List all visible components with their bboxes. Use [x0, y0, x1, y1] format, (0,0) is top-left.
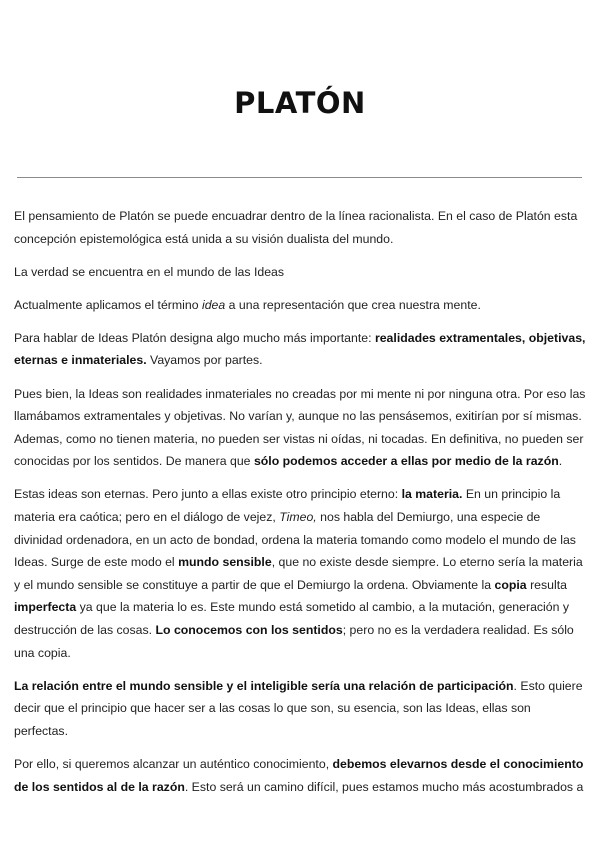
bold-emphasis: Lo conocemos con los sentidos — [155, 623, 343, 637]
bold-emphasis: realidades extramentales, objetivas, eternas e inmateriales. — [14, 330, 586, 368]
intro-text: El pensamiento de Platón se puede encuadrar dentro de la línea racionalista. En el caso de Platón esta concepción epistemológica está unida a su visión dualista del mundo. — [14, 209, 578, 246]
text-run: . Esto será un camino difícil, pues estamos mucho más acostumbrados a — [184, 779, 584, 794]
text-run: Actualmente aplicamos el término — [14, 297, 202, 312]
text-run: En un principio la materia era caótica; pero en el diálogo de vejez, — [14, 487, 561, 525]
bold-emphasis: mundo sensible — [178, 555, 272, 570]
page-title: PLATÓN — [234, 86, 366, 120]
text-run: Vayamos por partes. — [146, 353, 263, 368]
text-run: Pues bien, la Ideas son realidades inmateriales no creadas por mi mente ni por ninguna otra. Por eso las llamábamos extramentales y objetivas. No varían y, aunque no las pensásemos, exitirían por sí mismas. Ademas, como no tienen materia, no pueden ser vistas ni oídas, ni tocadas. En definitiva, no pueden ser conocidas por los sentidos. De manera que — [14, 386, 586, 469]
text-run: ; pero no es la verdadera realidad. Es sólo una copia. — [14, 623, 574, 660]
title-divider — [17, 177, 582, 178]
text-run: ya que la materia lo es. Este mundo está sometido al cambio, a la mutación, generación y destrucción de las cosas. — [14, 600, 570, 637]
bold-emphasis: La relación entre el mundo sensible y el inteligible sería una relación de participación — [14, 678, 514, 693]
text-run: Estas ideas son eternas. Pero junto a ellas existe otro principio eterno: — [14, 487, 402, 502]
truth-text: La verdad se encuentra en el mundo de las Ideas — [14, 264, 285, 279]
text-run: Para hablar de Ideas Platón designa algo mucho más importante: — [14, 330, 375, 345]
bold-emphasis: sólo podemos acceder a ellas por medio de la razón — [253, 454, 559, 469]
paragraph-intro — [14, 205, 588, 250]
bold-emphasis: la materia. — [401, 487, 463, 502]
text-run: nos habla del Demiurgo, una especie de divinidad ordenadora, en un acto de bondad, ordena la materia tomando como modelo el mundo de las Ideas. Surge de este modo el — [14, 510, 576, 570]
paragraph-participation — [14, 675, 588, 743]
paragraph-truth — [14, 261, 588, 284]
text-run: . — [558, 454, 563, 469]
paragraph-knowledge — [14, 753, 588, 798]
paragraph-matter — [14, 483, 588, 664]
italic-term: idea — [201, 297, 226, 312]
text-run: . Esto quiere decir que el principio que hacer ser a las cosas lo que son, su esencia, son las Ideas, ellas son perfectas. — [14, 678, 583, 738]
bold-emphasis: debemos elevarnos desde el conocimiento de los sentidos al de la razón — [14, 756, 584, 794]
text-run: , que no existe desde siempre. Lo eterno sería la materia y el mundo sensible se constituye a partir de que el Demiurgo la ordena. Obviamente la — [14, 555, 583, 592]
text-run: a una representación que crea nuestra mente. — [225, 297, 481, 312]
paragraph-idea-term — [14, 294, 588, 317]
text-run: Por ello, si queremos alcanzar un auténtico conocimiento, — [14, 756, 333, 771]
paragraph-immaterial-ideas — [14, 383, 588, 473]
bold-emphasis: imperfecta — [14, 600, 77, 615]
paragraph-ideas-definition — [14, 327, 588, 372]
italic-title: Timeo, — [279, 510, 317, 525]
text-run: resulta — [526, 577, 567, 592]
bold-emphasis: copia — [494, 577, 527, 592]
document-body — [14, 205, 588, 809]
